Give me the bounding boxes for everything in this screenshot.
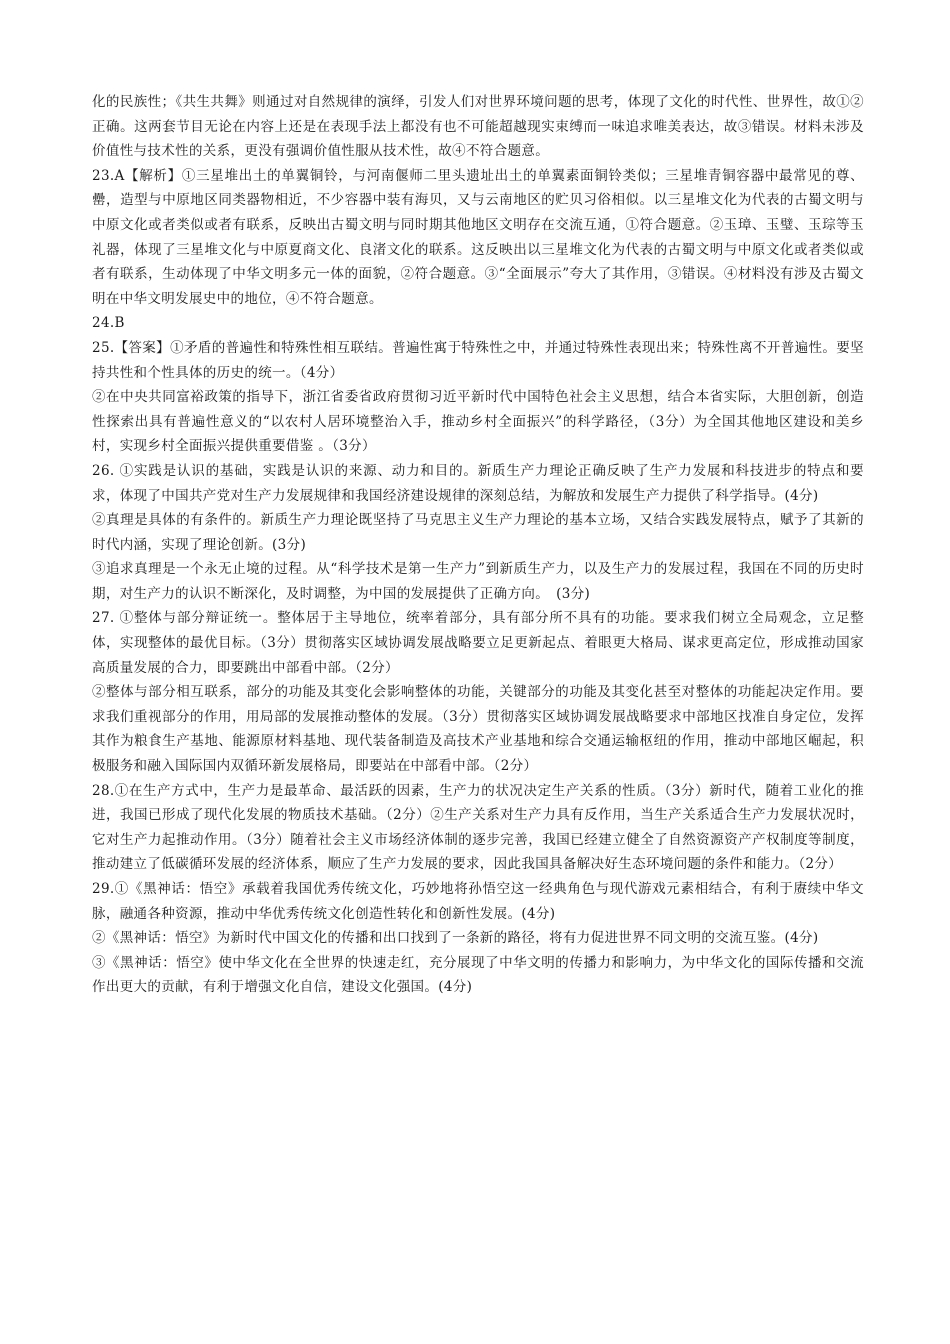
paragraph-q25-point1: 25.【答案】①矛盾的普遍性和特殊性相互联结。普遍性寓于特殊性之中，并通过特殊性表现出来；特殊性离不开普遍性。要坚持共性和个性具体的历史的统一。（4分） [92,339,864,381]
paragraph-q24: 24.B [92,315,125,332]
paragraph-q26-point1: 26. ①实践是认识的基础，实践是认识的来源、动力和目的。新质生产力理论正确反映了生产力发展和科技进步的特点和要求，体现了中国共产党对生产力发展规律和我国经济建设规律的深刻总结，为解放和发展生产力提供了科学指导。(4分) [92,462,864,504]
paragraph-q25-point2: ②在中央共同富裕政策的指导下，浙江省委省政府贯彻习近平新时代中国特色社会主义思想，结合本省实际，大胆创新，创造性探索出具有普遍性意义的“以农村人居环境整治入手，推动乡村全面振兴”的科学路径，（3分）为全国其他地区建设和美乡村，实现乡村全面振兴提供重要借鉴 。（3分） [92,389,864,455]
paragraph-q28: 28.①在生产方式中，生产力是最革命、最活跃的因素，生产力的状况决定生产关系的性质。（3分）新时代，随着工业化的推进，我国已形成了现代化发展的物质技术基础。（2分）②生产关系对生产力具有反作用，当生产关系适合生产力发展状况时，它对生产力起推动作用。（3分）随着社会主义市场经济体制的逐步完善，我国已经建立健全了自然资源资产产权制度等制度，推动建立了低碳循环发展的经济体系，顺应了生产力发展的要求，因此我国具备解决好生态环境问题的条件和能力。（2分） [92,782,864,873]
paragraph-q26-point3: ③追求真理是一个永无止境的过程。从“科学技术是第一生产力”到新质生产力，以及生产力的发展过程，我国在不同的历史时期，对生产力的认识不断深化，及时调整，为中国的发展提供了正确方向。 (3分) [92,561,864,602]
paragraph-q27-point2: ②整体与部分相互联系，部分的功能及其变化会影响整体的功能，关键部分的功能及其变化甚至对整体的功能起决定作用。要求我们重视部分的作用，用局部的发展推动整体的发展。（3分）贯彻落实区域协调发展战略要求中部地区找准自身定位，发挥其作为粮食生产基地、能源原材料基地、现代装备制造及高技术产业基地和综合交通运输枢纽的作用，推动中部地区崛起，积极服务和融入国际国内双循环新发展格局，即要站在中部看中部。（2分） [92,684,864,775]
answer-document [92,90,864,1000]
paragraph-q27-point1: 27. ①整体与部分辩证统一。整体居于主导地位，统率着部分，具有部分所不具有的功能。要求我们树立全局观念，立足整体，实现整体的最优目标。（3分）贯彻落实区域协调发展战略要立足更新起点、着眼更大格局、谋求更高定位，形成推动国家高质量发展的合力，即要跳出中部看中部。（2分） [92,610,864,676]
paragraph-continuation: 化的民族性；《共生共舞》则通过对自然规律的演绎，引发人们对世界环境问题的思考，体现了文化的时代性、世界性，故①②正确。这两套节目无论在内容上还是在表现手法上都没有也不可能超越现实束缚而一味追求唯美表达，故③错误。材料未涉及价值性与技术性的关系，更没有强调价值性服从技术性，故④不符合题意。 [92,94,864,160]
paragraph-q26-point2: ②真理是具体的有条件的。新质生产力理论既坚持了马克思主义生产力理论的基本立场，又结合实践发展特点，赋予了其新的时代内涵，实现了理论创新。(3分) [92,512,864,553]
paragraph-q29-point2: ②《黑神话：悟空》为新时代中国文化的传播和出口找到了一条新的路径，将有力促进世界不同文明的交流互鉴。(4分) [92,930,819,947]
paragraph-q29-point1: 29.①《黑神话：悟空》承载着我国优秀传统文化，巧妙地将孙悟空这一经典角色与现代游戏元素相结合，有利于赓续中华文脉，融通各种资源，推动中华优秀传统文化创造性转化和创新性发展。(4分) [92,881,864,922]
paragraph-q29-point3: ③《黑神话：悟空》使中华文化在全世界的快速走红，充分展现了中华文明的传播力和影响力，为中华文化的国际传播和交流作出更大的贡献，有利于增强文化自信，建设文化强国。(4分) [92,954,864,996]
paragraph-q23: 23.A【解析】①三星堆出土的单翼铜铃，与河南偃师二里头遗址出土的单翼素面铜铃类似；三星堆青铜容器中最常见的尊、罍，造型与中原地区同类器物相近，不少容器中装有海贝，又与云南地区的贮贝习俗相似。以三星堆文化为代表的古蜀文明与中原文化或者类似或者有联系，反映出古蜀文明与同时期其他地区文明存在交流互通，①符合题意。②玉璋、玉璧、玉琮等玉礼器，体现了三星堆文化与中原夏商文化、良渚文化的联系。这反映出以三星堆文化为代表的古蜀文明与中原文化或者类似或者有联系，生动体现了中华文明多元一体的面貌，②符合题意。③“全面展示”夸大了其作用，③错误。④材料没有涉及古蜀文明在中华文明发展史中的地位，④不符合题意。 [92,167,864,307]
